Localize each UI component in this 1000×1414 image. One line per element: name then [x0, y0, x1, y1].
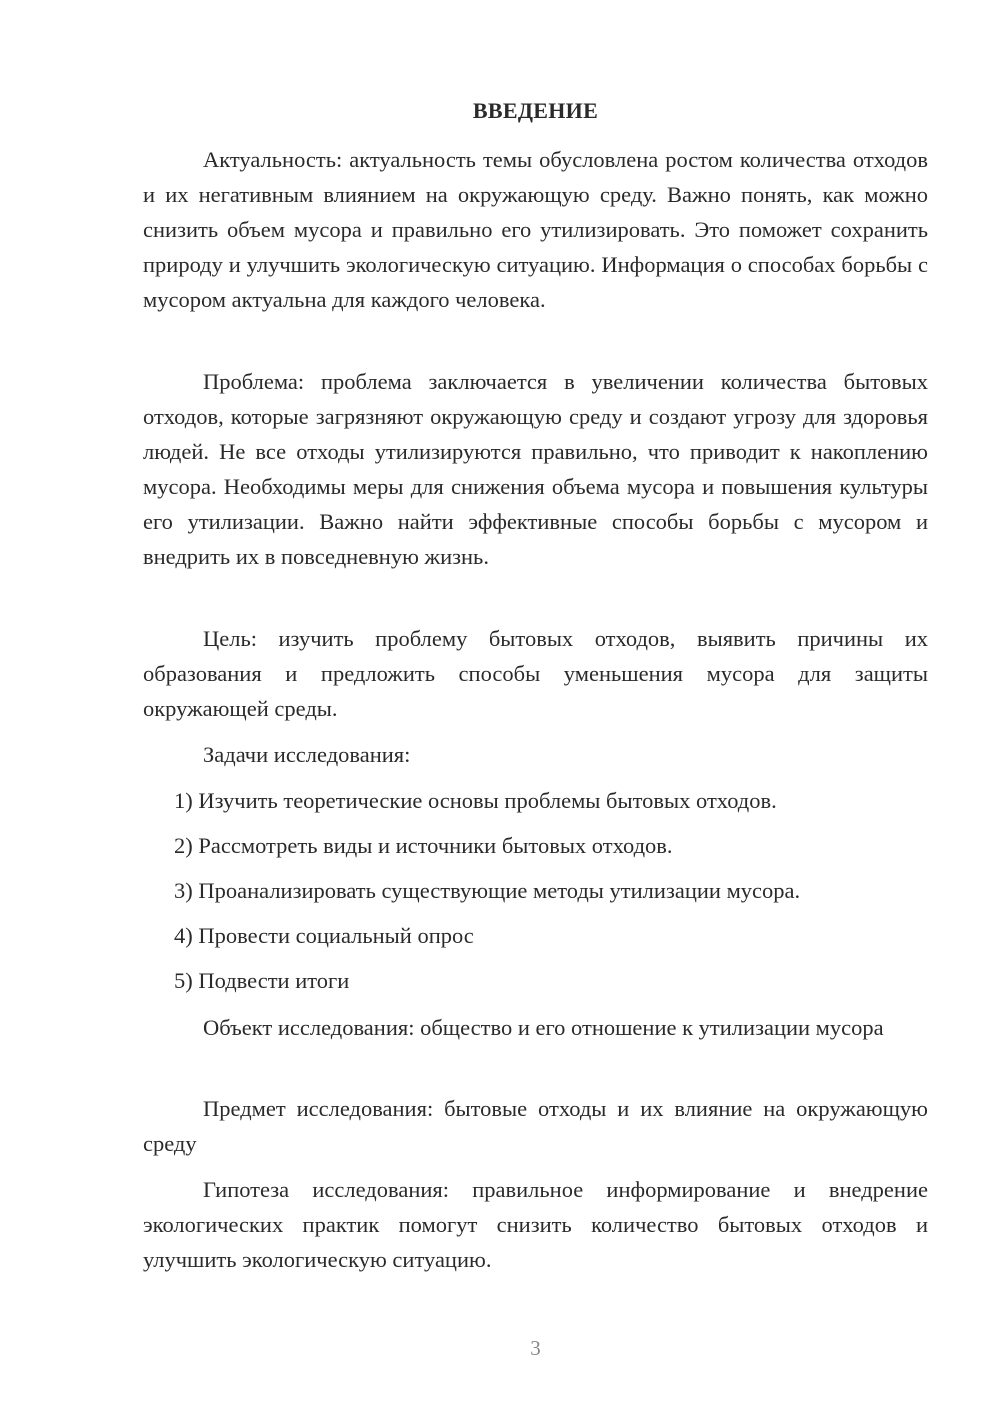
paragraph-goal: Цель: изучить проблему бытовых отходов, выявить причины их образования и предложить способы уменьшения мусора для защиты окружающей среды. [143, 626, 928, 721]
paragraph-problem: Проблема: проблема заключается в увеличении количества бытовых отходов, которые загрязняют окружающую среду и создают угрозу для здоровья людей. Не все отходы утилизируются правильно, что приводит к накоплению мусора. Необходимы меры для снижения объема мусора и повышения культуры его утилизации. Важно найти эффективные способы борьбы с мусором и внедрить их в повседневную жизнь. [143, 369, 928, 569]
section-heading: ВВЕДЕНИЕ [472, 98, 599, 123]
paragraph-hypothesis: Гипотеза исследования: правильное информирование и внедрение экологических практик помогут снизить количество бытовых отходов и улучшить экологическую ситуацию. [143, 1177, 928, 1272]
task-item: 3) Проанализировать существующие методы утилизации мусора. [174, 878, 801, 903]
paragraph-relevance: Актуальность: актуальность темы обусловлена ростом количества отходов и их негативным влиянием на окружающую среду. Важно понять, как можно снизить объем мусора и правильно его утилизировать. Это поможет сохранить природу и улучшить экологическую ситуацию. Информация о способах борьбы с мусором актуальна для каждого человека. [143, 147, 928, 312]
document-page [143, 0, 928, 1414]
page-number: 3 [530, 1336, 541, 1360]
tasks-title: Задачи исследования: [203, 742, 411, 767]
paragraph-object: Объект исследования: общество и его отношение к утилизации мусора [203, 1015, 884, 1040]
task-item: 4) Провести социальный опрос [174, 923, 474, 948]
task-item: 5) Подвести итоги [174, 968, 350, 993]
task-item: 2) Рассмотреть виды и источники бытовых отходов. [174, 833, 673, 858]
paragraph-subject: Предмет исследования: бытовые отходы и их влияние на окружающую среду [143, 1096, 928, 1156]
task-item: 1) Изучить теоретические основы проблемы бытовых отходов. [174, 788, 777, 813]
